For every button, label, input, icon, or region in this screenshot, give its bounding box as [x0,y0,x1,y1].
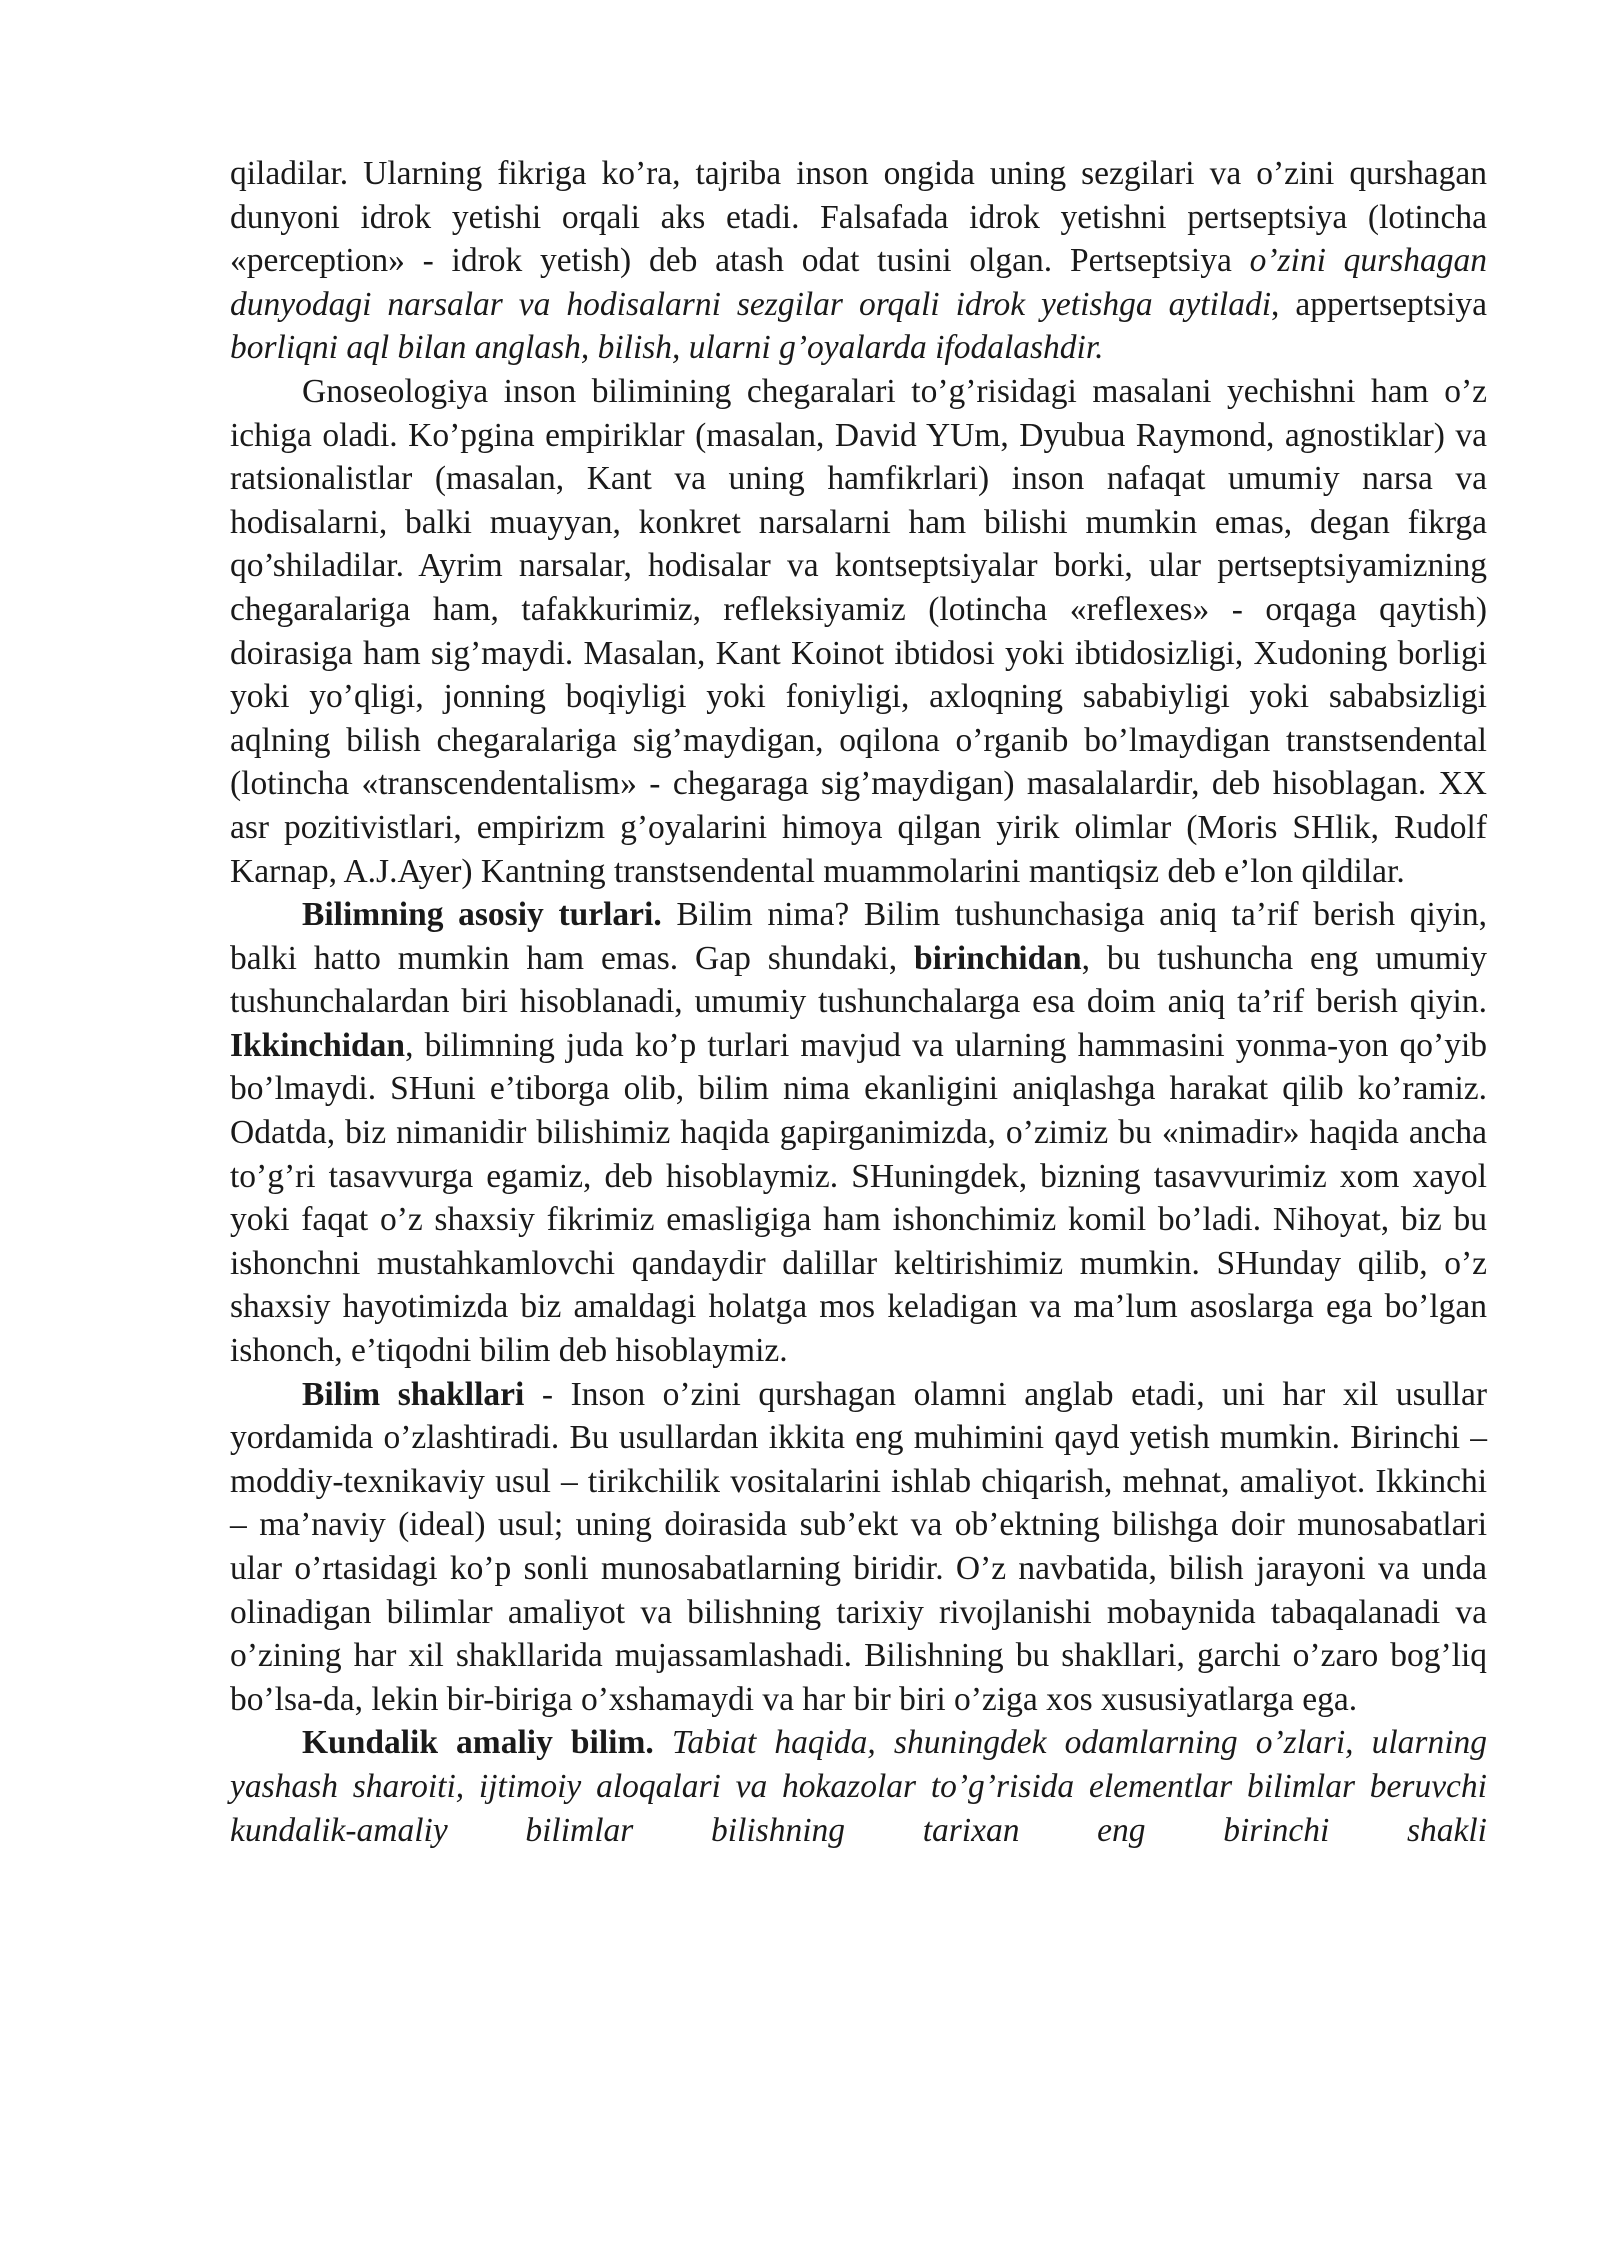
paragraph-text: , appertseptsiya [1271,285,1487,323]
section-heading-knowledge-types: Bilimning asosiy turlari. [302,896,662,934]
section-heading-everyday-knowledge: Kundalik amaliy bilim. [302,1724,654,1762]
paragraph-text: Gnoseologiya inson bilimining chegaralari to’g’risidagi masalani yechishni ham o’z ichiga oladi. Ko’pgina empiriklar (masalan, David YUm, Dyubua Raymond, agnostiklar) va ratsionalistlar (masalan, Kant va uning hamfikrlari) inson nafaqat umumiy narsa va hodisalarni, balki muayyan, konkret narsalarni ham bilishi mumkin emas, degan fikrga qo’shiladilar. Ayrim narsalar, hodisalar va kontseptsiyalar borki, ular pertseptsiyamizning chegaralariga ham, tafakkurimiz, refleksiyamiz (lotincha «reflexes» - orqaga qaytish) doirasiga ham sig’maydi. Masalan, Kant Koinot ibtidosi yoki ibtidosizligi, Xudoning borligi yoki yo’qligi, jonning boqiyligi yoki foniyligi, axloqning sababiyligi yoki sababsizligi aqlning bilish chegaralariga sig’maydigan, oqilona o’rganib bo’lmaydigan transtsendental (lotincha «transcendentalism» - chegaraga sig’maydigan) masalalardir, deb hisoblagan. XX asr pozitivistlari, empirizm g’oyalarini himoya qilgan yirik olimlar (Moris SHlik, Rudolf Karnap, A.J.Ayer) Kantning transtsendental muammolarini mantiqsiz deb e’lon qildilar. [230,372,1487,890]
paragraph-knowledge-types [230,893,1487,1373]
paragraph-text: , bilimning juda ko’p turlari mavjud va ularning hammasini yonma-yon qo’yib bo’lmaydi. SHuni e’tiborga olib, bilim nima ekanligini aniqlashga harakat qilib ko’ramiz. Odatda, biz nimanidir bilishimiz haqida gapirganimizda, o’zimiz bu «nimadir» haqida ancha to’g’ri tasavvurga egamiz, deb hisoblaymiz. SHuningdek, bizning tasavvurimiz xom xayol yoki faqat o’z shaxsiy fikrimiz emasligiga ham ishonchimiz komil bo’ladi. Nihoyat, biz bu ishonchni mustahkamlovchi qandaydir dalillar keltirishimiz mumkin. SHunday qilib, o’z shaxsiy hayotimizda biz amaldagi holatga mos keladigan va ma’lum asoslarga ega bo’lgan ishonch, e’tiqodni bilim deb hisoblaymiz. [230,1026,1487,1370]
paragraph-text: qiladilar. Ularning fikriga ko’ra, tajriba inson ongida uning sezgilari va o’zini qurshagan dunyoni idrok yetishi orqali aks etadi. Falsafada idrok yetishni pertseptsiya (lotincha «perception» - idrok yetish) deb atash odat tusini olgan. Pertseptsiya [230,155,1487,280]
document-page [230,152,1487,1852]
paragraph-everyday-knowledge [230,1721,1487,1852]
paragraph-text: Bilim nima? Bilim tushunchasiga aniq ta’rif berish qiyin, balki hatto mumkin ham emas. Gap shundaki, [230,896,1487,977]
italic-definition-perception: o’zini qurshagan dunyodagi narsalar va hodisalarni sezgilar orqali idrok yetishga aytiladi [230,242,1487,323]
paragraph-text: - Inson o’zini qurshagan olamni anglab etadi, uni har xil usullar yordamida o’zlashtiradi. Bu usullardan ikkita eng muhimini qayd yetish mumkin. Birinchi – moddiy-texnikaviy usul – tirikchilik vositalarini ishlab chiqarish, mehnat, amaliyot. Ikkinchi – ma’naviy (ideal) usul; uning doirasida sub’ekt va ob’ektning bilishga doir munosabatlari ular o’rtasidagi ko’p sonli munosabatlarning biridir. O’z navbatida, bilish jarayoni va unda olinadigan bilimlar amaliyot va bilishning tarixiy rivojlanishi mobaynida tabaqalanadi va o’zining har xil shakllarida mujassamlashadi. Bilishning bu shakllari, garchi o’zaro bog’liq bo’lsa-da, lekin bir-biriga o’xshamaydi va har bir biri o’ziga xos xususiyatlarga ega. [230,1375,1488,1718]
bold-term-first: birinchidan [914,939,1082,977]
paragraph-perception [230,152,1487,370]
bold-term-second: Ikkinchidan [230,1026,406,1064]
section-heading-knowledge-forms: Bilim shakllari [302,1375,525,1413]
paragraph-text: , bu tushuncha eng umumiy tushunchalardan biri hisoblanadi, umumiy tushunchalarga esa doim aniq ta’rif berish qiyin. [230,939,1487,1021]
italic-definition-everyday-knowledge: Tabiat haqida, shuningdek odamlarning o’zlari, ularning yashash sharoiti, ijtimoiy aloqalari va hokazolar to’g’risida elementlar bilimlar beruvchi kundalik-amaliy bilimlar bilishning tarixan eng birinchi shakli [230,1724,1487,1849]
paragraph-gnoseology [230,370,1487,893]
paragraph-knowledge-forms [230,1373,1487,1722]
italic-definition-apperception: borliqni aql bilan anglash, bilish, ularni g’oyalarda ifodalashdir. [230,329,1104,367]
paragraph-text [654,1724,672,1761]
